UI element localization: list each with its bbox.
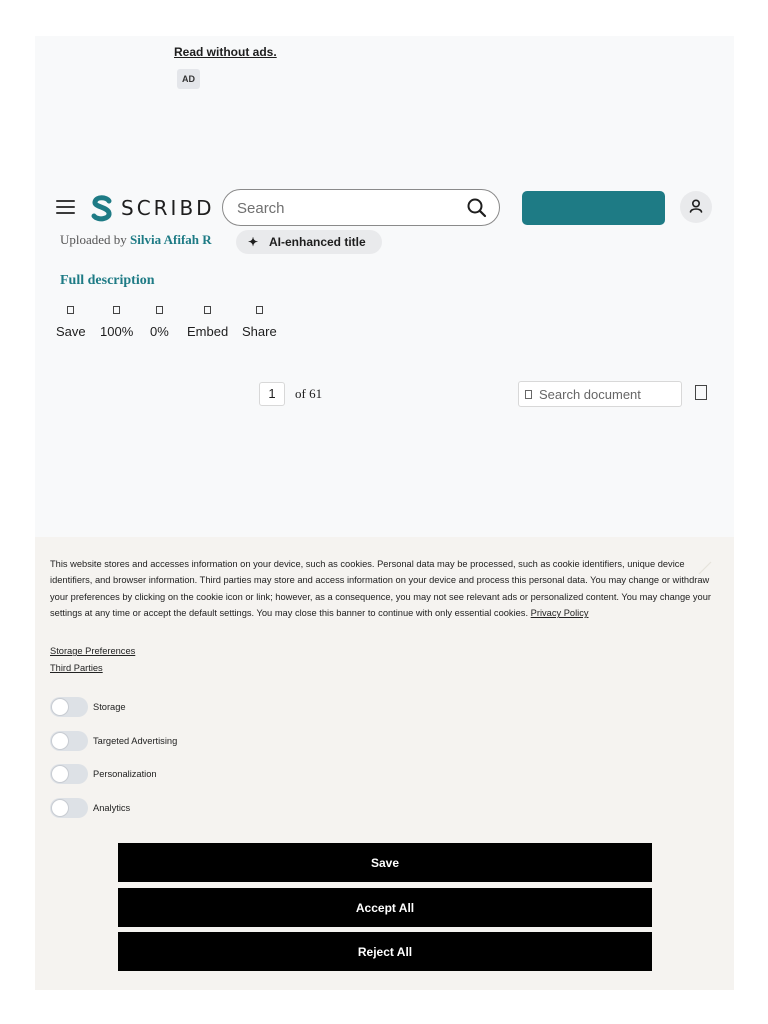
read-without-ads-link[interactable]: Read without ads. [174,45,277,59]
primary-cta-button[interactable] [522,191,665,225]
personalization-toggle[interactable] [50,764,88,784]
document-search-input[interactable] [539,385,677,403]
reject-all-button[interactable]: Reject All [118,932,652,971]
cookie-text: This website stores and accesses information on your device, such as cookies. Personal data may be processed, such as cookie identifiers, unique device identifiers, and browser information. Third parties may store and access information on your device and process this personal data. You may change or withdraw your preferences by clicking on the cookie icon or link; however, as a consequence, you may not see relevant ads or personalized content. You may change your settings at any time or accept the default settings. You may close this banner to continue with only essential cookies. [50,559,711,619]
storage-toggle[interactable] [50,697,88,717]
thumbs-up-icon [113,306,120,314]
third-parties-link[interactable]: Third Parties [50,663,103,673]
page-total: of 61 [295,386,323,401]
analytics-toggle[interactable] [50,798,88,818]
toggle-label: Targeted Advertising [93,736,178,746]
targeted-advertising-toggle[interactable] [50,731,88,751]
share-button[interactable] [242,306,277,339]
fullscreen-icon[interactable] [695,385,707,400]
thumbs-down-icon [156,306,163,314]
logo-text: SCRIBD [121,196,215,220]
storage-preferences-link[interactable]: Storage Preferences [50,646,136,656]
search-box[interactable] [222,189,500,226]
author-link[interactable]: Silvia Afifah R [130,232,212,247]
upvote-label: 100% [100,324,134,339]
toggle-row-targeted-advertising[interactable] [50,731,177,751]
toggle-row-storage[interactable] [50,697,126,717]
downvote-button[interactable] [150,306,169,339]
save-label: Save [56,324,86,339]
uploaded-prefix: Uploaded by [60,232,127,247]
save-icon [67,306,74,314]
toggle-label: Personalization [93,769,157,779]
sparkle-icon: ✦ [248,235,259,249]
ai-chip-label: AI-enhanced title [269,235,366,249]
privacy-policy-link[interactable]: Privacy Policy [530,608,589,619]
share-label: Share [242,324,277,339]
hamburger-menu-icon[interactable] [56,200,75,215]
toggle-row-personalization[interactable] [50,764,157,784]
embed-icon [204,306,211,314]
cookie-save-button[interactable]: Save [118,843,652,882]
cookie-description [50,556,718,622]
accept-all-button[interactable]: Accept All [118,888,652,927]
scribd-logo-icon [90,194,114,222]
downvote-label: 0% [150,324,169,339]
search-icon [525,390,532,399]
full-description-link[interactable]: Full description [60,273,155,288]
uploaded-by [60,232,212,248]
embed-button[interactable] [187,306,228,339]
save-button[interactable] [56,306,86,339]
page-number-input[interactable]: 1 [259,382,285,406]
user-menu-button[interactable] [680,191,712,223]
document-search[interactable] [518,381,682,407]
embed-label: Embed [187,324,229,339]
search-icon[interactable] [466,197,488,219]
ad-badge: AD [177,69,200,89]
toggle-label: Analytics [93,803,131,813]
ai-enhanced-chip[interactable] [236,230,382,254]
user-icon [680,191,712,223]
toggle-label: Storage [93,702,126,712]
share-icon [256,306,263,314]
upvote-button[interactable] [100,306,133,339]
scribd-logo[interactable] [90,193,215,223]
search-input[interactable] [237,197,457,219]
toggle-row-analytics[interactable] [50,798,130,818]
